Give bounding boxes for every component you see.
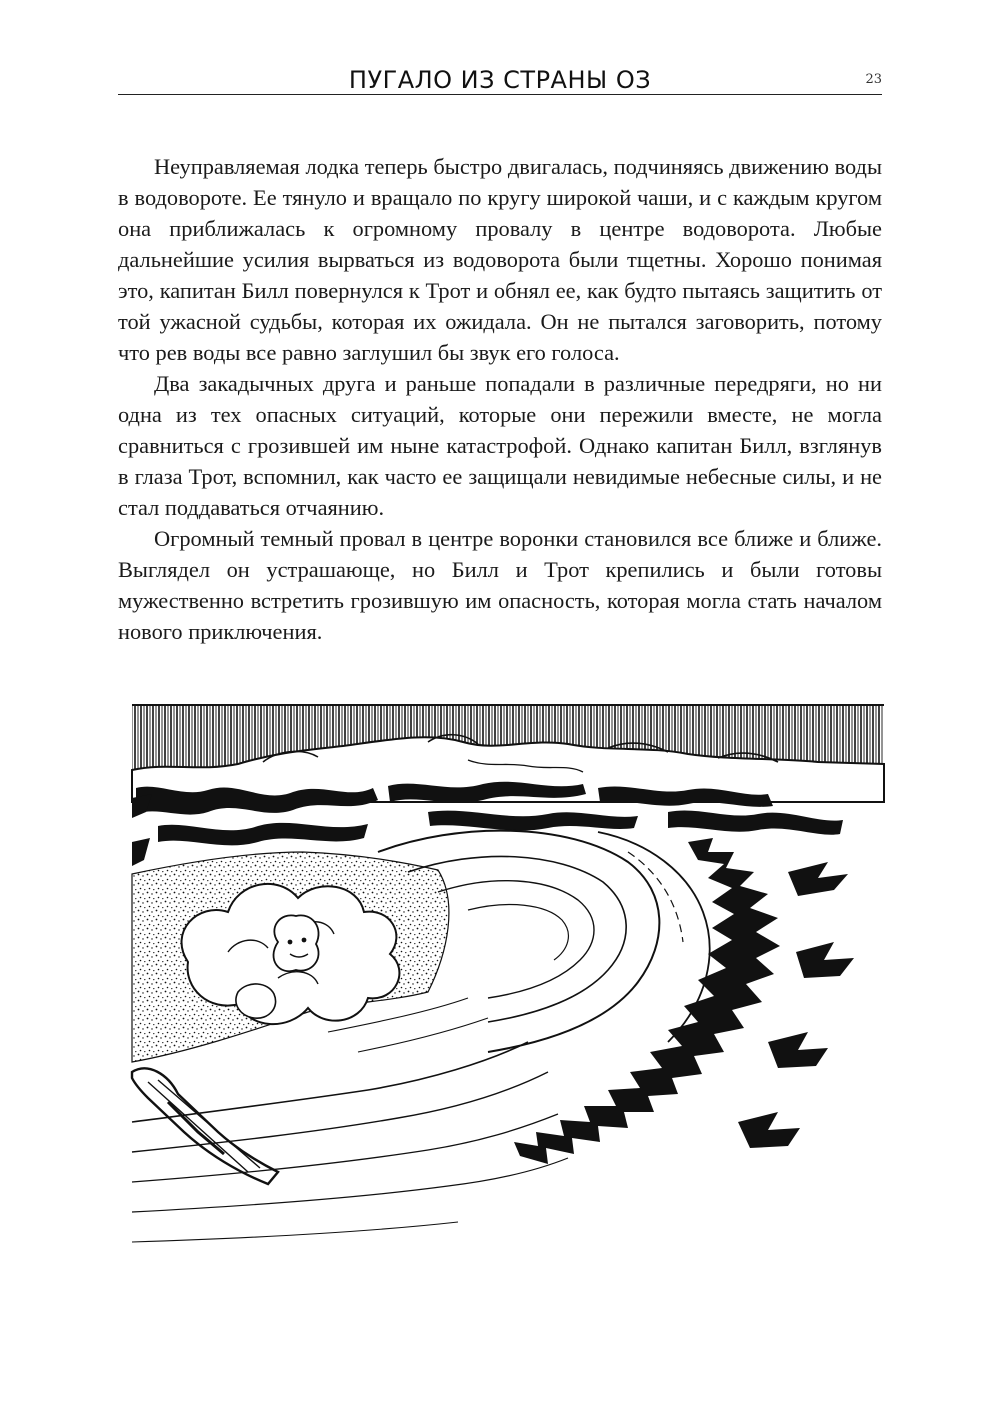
paragraph: Огромный темный провал в центре воронки становился все ближе и ближе. Выглядел он устрашающе, но Билл и Трот крепились и были готовы мужественно встретить грозившую им опасность, которая могла стать началом нового приключения. (118, 526, 882, 644)
header-rule (118, 94, 882, 95)
dark-wave (668, 810, 843, 834)
dark-wave (428, 811, 638, 831)
paragraph: Неуправляемая лодка теперь быстро двигалась, подчиняясь движению воды в водовороте. Ее тянуло и вращало по кругу широкой чаши, и с каждым кругом она приближалась к огромному провалу в центре водоворота. Любые дальнейшие усилия вырваться из водоворота были тщетны. Хорошо понимая это, капитан Билл повернулся к Трот и обнял ее, как будто пытаясь защитить от той ужасной судьбы, которая их ожидала. Он не пытался заговорить, потому что рев воды все равно заглушил бы звук его голоса. (118, 154, 882, 365)
body-text (118, 151, 882, 647)
figure-outline (273, 915, 318, 971)
dark-wave (158, 823, 368, 846)
paragraph: Два закадычных друга и раньше попадали в различные передряги, но ни одна из тех опасных ситуаций, которые они пережили вместе, не могла сравниться с грозившей им ныне катастрофой. Однако капитан Билл, взглянув в глаза Трот, вспомнил, как часто ее защищали невидимые небесные силы, и не стал поддаваться отчаянию. (118, 371, 882, 520)
boat (132, 1068, 278, 1184)
page-number: 23 (865, 72, 882, 87)
running-header (118, 64, 882, 94)
whirlpool-illustration (128, 702, 888, 1274)
running-title: ПУГАЛО ИЗ СТРАНЫ ОЗ (348, 66, 652, 94)
